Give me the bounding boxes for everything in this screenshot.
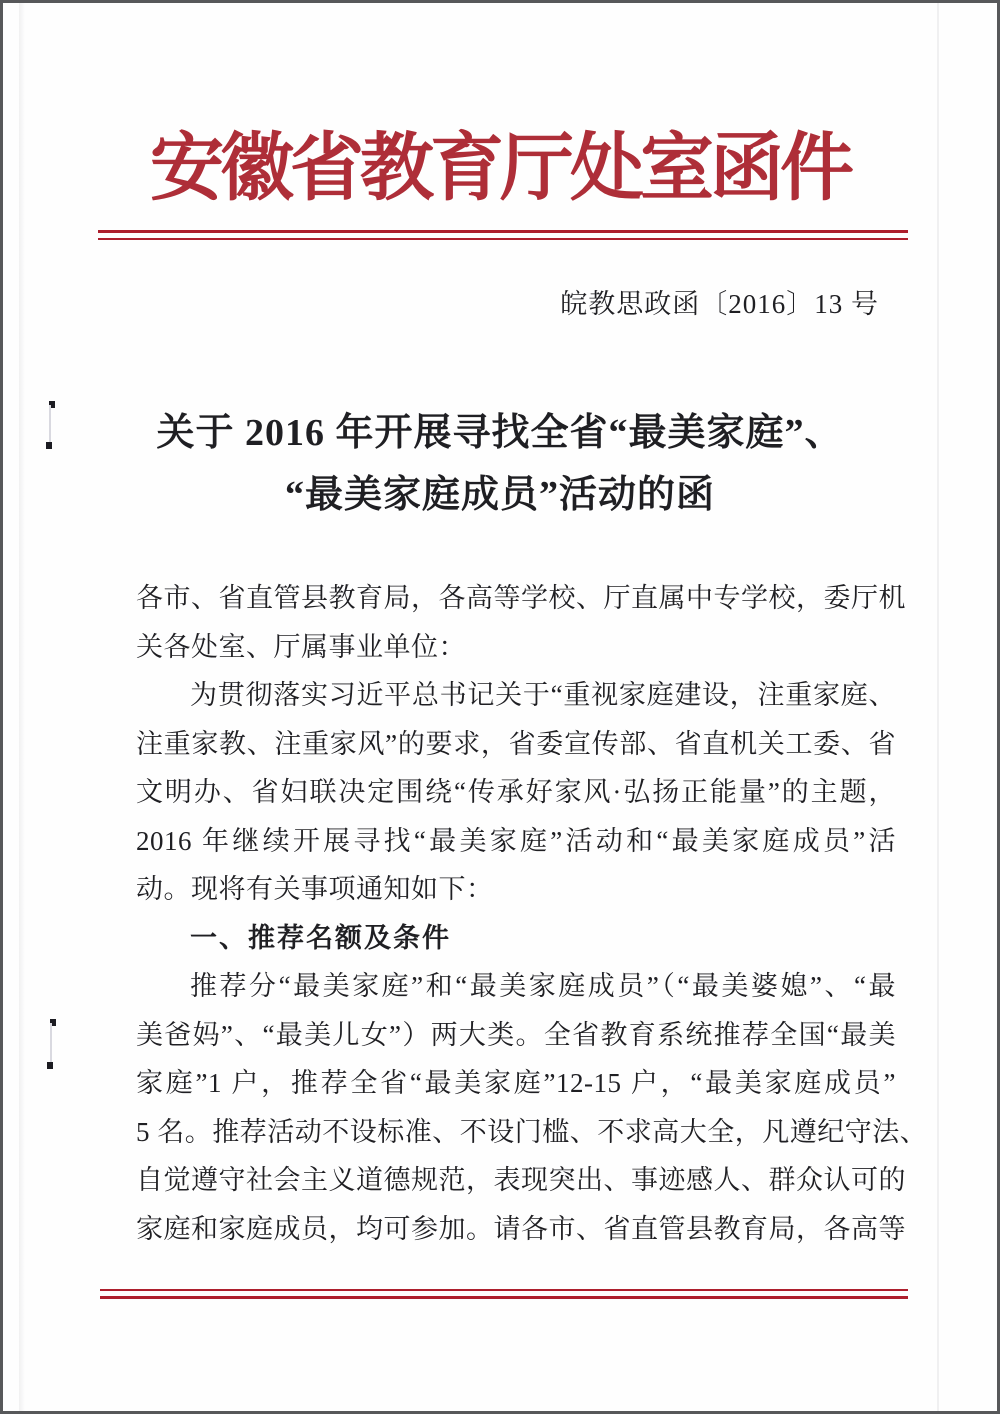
document-title-line-1: 关于 2016 年开展寻找全省“最美家庭”、 [156,412,844,454]
salutation-line: 各市、省直管县教育局，各高等学校、厅直属中专学校，委厅机 [136,583,906,613]
document-body [136,574,928,1253]
body-line: 文明办、省妇联决定围绕“传承好家风·弘扬正能量”的主题， [136,777,896,807]
body-line: 2016 年继续开展寻找“最美家庭”活动和“最美家庭成员”活 [136,825,896,856]
document-title [3,402,997,526]
body-line: 美爸妈”、“最美儿女”）两大类。全省教育系统推荐全国“最美 [136,1019,896,1050]
doc-number: 皖教思政函〔2016〕13 号 [560,289,879,319]
body-line: 注重家教、注重家风”的要求，省委宣传部、省直机关工委、省 [136,728,896,759]
document-title-line-2: “最美家庭成员”活动的函 [284,474,715,516]
body-line: 家庭”1 户，推荐全省“最美家庭”12-15 户，“最美家庭成员” [136,1068,896,1098]
body-line: 自觉遵守社会主义道德规范，表现突出、事迹感人、群众认可的 [136,1165,906,1195]
staple-mark-bottom [47,1019,56,1069]
body-line: 为贯彻落实习近平总书记关于“重视家庭建设，注重家庭、 [190,680,896,710]
masthead-title: 安徽省教育厅处室函件 [150,128,850,210]
salutation-line: 关各处室、厅属事业单位： [136,631,466,662]
body-line: 5 名。推荐活动不设标准、不设门槛、不求高大全，凡遵纪守法、 [136,1116,928,1147]
body-line: 推荐分“最美家庭”和“最美家庭成员”（“最美婆媳”、“最 [190,971,896,1001]
top-double-rule [98,230,908,240]
section-heading: 一、推荐名额及条件 [190,922,451,953]
bottom-double-rule [100,1289,908,1299]
body-line: 家庭和家庭成员，均可参加。请各市、省直管县教育局，各高等 [136,1213,906,1244]
staple-mark-top [46,401,55,449]
body-line: 动。现将有关事项通知如下： [136,874,494,904]
